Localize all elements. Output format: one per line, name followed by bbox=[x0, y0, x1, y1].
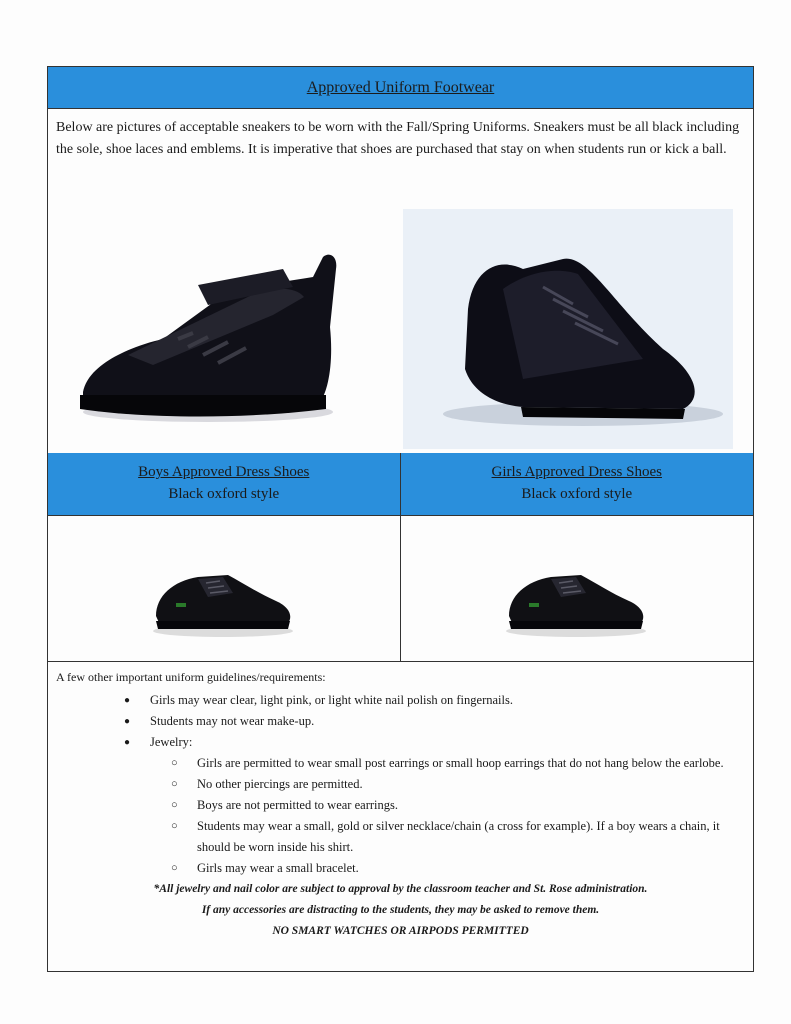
no-smartwatches-note: NO SMART WATCHES OR AIRPODS PERMITTED bbox=[272, 925, 529, 937]
list-item: ○ Girls are permitted to wear small post earrings or small hoop earrings that do not hang below the earlobe. bbox=[197, 753, 745, 774]
boys-dress-header bbox=[48, 453, 401, 515]
velcro-sneaker-image bbox=[68, 247, 368, 447]
jewelry-list bbox=[150, 753, 745, 879]
list-item: ○ No other piercings are permitted. bbox=[197, 774, 745, 795]
sneaker-images bbox=[48, 207, 753, 454]
girls-dress-header bbox=[401, 453, 754, 515]
girls-dress-style: Black oxford style bbox=[521, 486, 633, 502]
header-bar bbox=[48, 67, 753, 109]
accessories-note: If any accessories are distracting to the students, they may be asked to remove them. bbox=[201, 904, 600, 916]
page-title: Approved Uniform Footwear bbox=[306, 78, 495, 96]
guidelines-list bbox=[56, 690, 745, 879]
list-item: ○ Boys are not permitted to wear earrings. bbox=[197, 795, 745, 816]
list-item: ○ Students may wear a small, gold or silver necklace/chain (a cross for example). If a boy wears a chain, it should be worn inside his shirt. bbox=[197, 816, 745, 858]
dress-shoes-images bbox=[48, 516, 753, 662]
girls-oxford-shoe-image bbox=[501, 561, 651, 641]
uniform-document bbox=[47, 66, 754, 972]
boys-dress-title: Boys Approved Dress Shoes bbox=[138, 464, 310, 480]
boys-dress-style: Black oxford style bbox=[168, 486, 280, 502]
list-item: ○ Girls may wear a small bracelet. bbox=[197, 858, 745, 879]
intro-text: Below are pictures of acceptable sneakers to be worn with the Fall/Spring Uniforms. Sneakers must be all black including the sole, shoe laces and emblems. It is imperative that shoes are purchased that stay on when students run or kick a ball. bbox=[56, 120, 740, 157]
list-item: ● Girls may wear clear, light pink, or light white nail polish on fingernails. bbox=[150, 690, 745, 711]
approval-note: *All jewelry and nail color are subject to approval by the classroom teacher and St. Rose administration. bbox=[153, 883, 648, 895]
jewelry-label: Jewelry: bbox=[150, 735, 193, 749]
list-item bbox=[150, 732, 745, 879]
boys-oxford-shoe-image bbox=[148, 561, 298, 641]
mesh-sneaker-image bbox=[403, 209, 733, 449]
dress-shoes-header bbox=[48, 453, 753, 516]
girls-dress-title: Girls Approved Dress Shoes bbox=[491, 464, 662, 480]
guidelines-title: A few other important uniform guidelines/requirements: bbox=[56, 670, 326, 684]
guidelines-section bbox=[56, 667, 745, 942]
list-item: ● Students may not wear make-up. bbox=[150, 711, 745, 732]
